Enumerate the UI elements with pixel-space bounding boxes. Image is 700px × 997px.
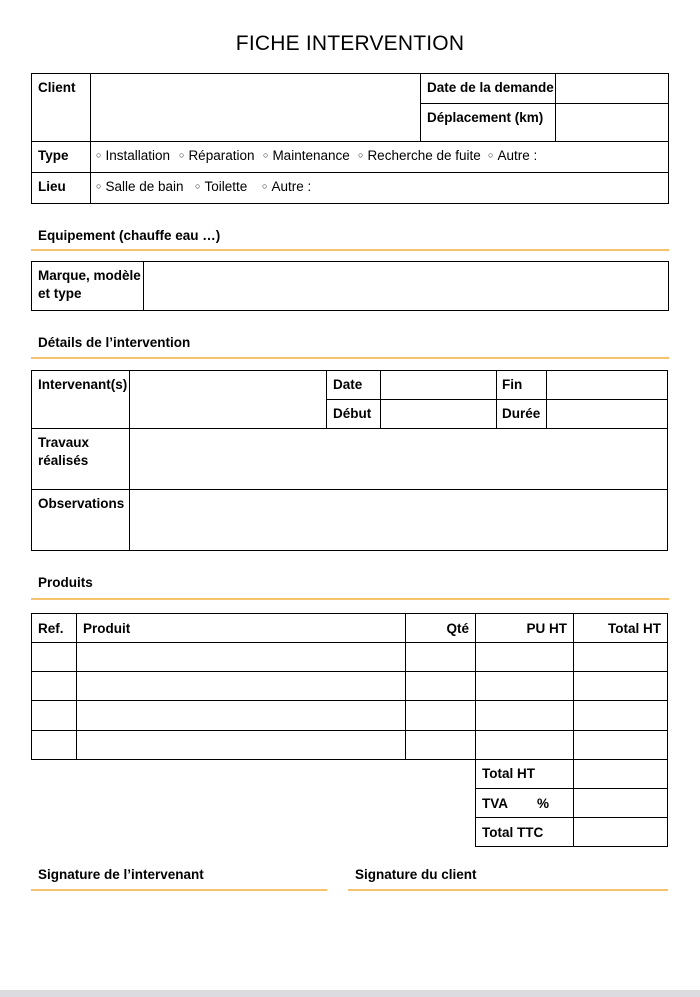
type-option-autre[interactable]: ○ Autre : (488, 148, 538, 163)
lieu-option-autre[interactable]: ○ Autre : (262, 179, 312, 194)
tva-label: TVA (482, 796, 508, 811)
radio-circle-icon: ○ (358, 150, 364, 160)
radio-circle-icon: ○ (195, 181, 201, 191)
marque-label: Marque, modèle et type (38, 268, 141, 301)
lieu-label: Lieu (38, 179, 66, 194)
deplacement-label: Déplacement (km) (427, 110, 544, 125)
observations-label: Observations (38, 496, 125, 511)
details-label-col (129, 370, 130, 551)
date-demande-label: Date de la demande (427, 80, 554, 95)
lieu-option-toilette[interactable]: ○ Toilette (195, 179, 248, 194)
fin-field[interactable] (548, 372, 666, 398)
debut-label: Début (333, 406, 372, 421)
intervenants-field[interactable] (131, 372, 324, 426)
deplacement-field[interactable] (557, 105, 667, 140)
radio-circle-icon: ○ (96, 181, 102, 191)
radio-circle-icon: ○ (96, 150, 102, 160)
equipement-section-title: Equipement (chauffe eau …) (38, 228, 221, 243)
duree-field[interactable] (548, 401, 666, 427)
date-value-divider (555, 73, 556, 141)
marque-field[interactable] (145, 263, 667, 309)
observations-row-divider (31, 489, 668, 490)
signature-client-label: Signature du client (355, 867, 477, 882)
travaux-row-divider (31, 428, 668, 429)
observations-field[interactable] (131, 491, 666, 549)
details-date-col (326, 370, 327, 428)
client-value-divider (420, 73, 421, 141)
date-field[interactable] (382, 372, 494, 398)
type-option-installation[interactable]: ○ Installation (96, 148, 170, 163)
ref-header: Ref. (38, 621, 64, 636)
lieu-option-salle-de-bain[interactable]: ○ Salle de bain (96, 179, 184, 194)
page-bottom-bar (0, 990, 700, 997)
totals-row-divider (475, 788, 668, 789)
details-date-value-col (380, 370, 381, 428)
total-ttc-field[interactable] (575, 819, 666, 845)
intervenants-label: Intervenant(s) (38, 377, 128, 392)
date-row-divider (420, 103, 669, 104)
table-row[interactable] (32, 701, 667, 729)
total-ht-label: Total HT (482, 766, 535, 781)
type-label: Type (38, 148, 69, 163)
client-row-divider (31, 141, 669, 142)
tva-percent-label: % (537, 796, 550, 811)
tva-field[interactable] (575, 790, 666, 816)
radio-circle-icon: ○ (179, 150, 185, 160)
details-fin-col (496, 370, 497, 428)
table-row[interactable] (32, 731, 667, 759)
duree-label: Durée (502, 406, 541, 421)
type-option-recherche-fuite[interactable]: ○ Recherche de fuite (358, 148, 481, 163)
radio-circle-icon: ○ (262, 181, 268, 191)
type-row-divider (31, 172, 669, 173)
radio-circle-icon: ○ (263, 150, 269, 160)
totals-row-divider (475, 817, 668, 818)
details-section-rule (31, 357, 669, 359)
total-ttc-label: Total TTC (482, 825, 544, 840)
signature-client-rule (348, 889, 668, 891)
client-field[interactable] (92, 75, 418, 139)
type-option-maintenance[interactable]: ○ Maintenance (263, 148, 350, 163)
date-label: Date (333, 377, 363, 392)
signature-intervenant-label: Signature de l’intervenant (38, 867, 204, 882)
table-row[interactable] (32, 672, 667, 699)
produits-section-title: Produits (38, 575, 93, 590)
details-mid-divider (326, 399, 668, 400)
type-option-reparation[interactable]: ○ Réparation (179, 148, 255, 163)
page-title: FICHE INTERVENTION (235, 32, 465, 55)
travaux-label: Travaux réalisés (38, 435, 90, 468)
equipement-col-divider (143, 261, 144, 311)
client-col-divider (90, 73, 91, 204)
travaux-field[interactable] (131, 430, 666, 488)
details-fin-value-col (546, 370, 547, 428)
details-section-title: Détails de l’intervention (38, 335, 191, 350)
table-row[interactable] (32, 643, 667, 670)
client-label: Client (38, 80, 76, 95)
debut-field[interactable] (382, 401, 494, 427)
radio-circle-icon: ○ (488, 150, 494, 160)
equipement-section-rule (31, 249, 669, 251)
fin-label: Fin (502, 377, 523, 392)
total-header: Total HT (608, 621, 661, 636)
produits-section-rule (31, 598, 669, 600)
total-ht-field[interactable] (575, 761, 666, 787)
pu-header: PU HT (526, 621, 567, 636)
qte-header: Qté (446, 621, 469, 636)
signature-intervenant-rule (31, 889, 327, 891)
date-demande-field[interactable] (557, 75, 667, 102)
produit-header: Produit (83, 621, 131, 636)
